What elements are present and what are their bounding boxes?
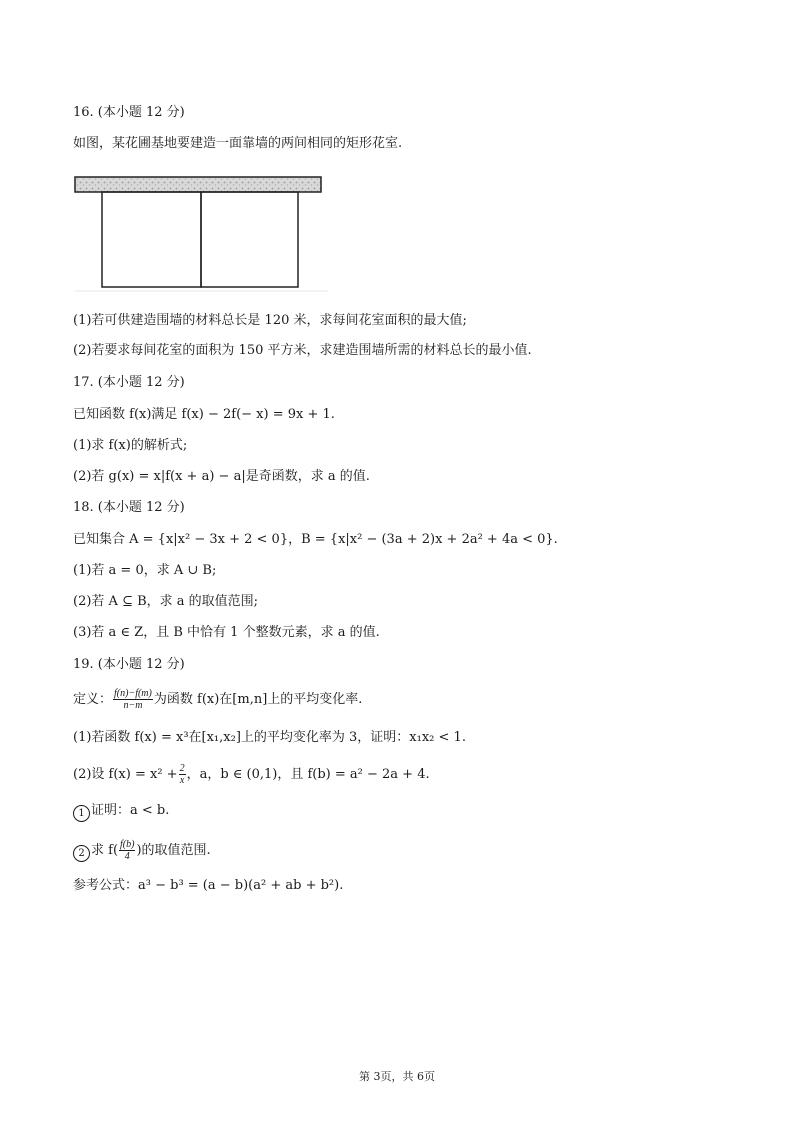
q19-s2-prefix: 求 f( — [91, 843, 119, 858]
wall — [75, 177, 321, 192]
q19-part2 — [73, 763, 430, 786]
two-over-x-fraction — [179, 763, 186, 786]
q17-intro: 已知函数 f(x)满足 f(x) − 2f(− x) = 9x + 1. — [73, 407, 335, 422]
q17-part1: (1)求 f(x)的解析式; — [73, 438, 188, 453]
right-room — [201, 192, 298, 287]
avg-rate-numerator: f(n)−f(m) — [114, 688, 152, 699]
q16-part2: (2)若要求每间花室的面积为 150 平方米，求建造围墙所需的材料总长的最小值. — [73, 343, 532, 358]
q19-definition — [73, 688, 362, 711]
q19-part1: (1)若函数 f(x) = x³在[x₁,x₂]上的平均变化率为 3，证明：x₁x₂ < 1. — [73, 730, 466, 745]
q18-part3: (3)若 a ∈ Z，且 B 中恰有 1 个整数元素，求 a 的值. — [73, 625, 380, 640]
q18-part1: (1)若 a = 0，求 A ∪ B; — [73, 563, 217, 578]
avg-rate-denominator: n−m — [123, 700, 143, 711]
q19-subpart1 — [73, 802, 169, 822]
q18-intro: 已知集合 A = {x|x² − 3x + 2 < 0}，B = {x|x² − (3a + 2)x + 2a² + 4a < 0}. — [73, 532, 558, 547]
q19-subpart2 — [73, 839, 211, 862]
q17-header: 17. (本小题 12 分) — [73, 375, 185, 390]
q19-def-prefix: 定义： — [73, 692, 113, 707]
q16-header: 16. (本小题 12 分) — [73, 105, 185, 120]
circled-1-marker: 1 — [73, 805, 90, 822]
q17-part2: (2)若 g(x) = x|f(x + a) − a|是奇函数，求 a 的值. — [73, 469, 370, 484]
q19-p2-suffix: ，a，b ∈ (0,1)，且 f(b) = a² − 2a + 4. — [186, 767, 430, 782]
q19-p2-prefix: (2)设 f(x) = x² + — [73, 767, 178, 782]
page-footer: 第 3页，共 6页 — [359, 1070, 435, 1083]
q18-part2: (2)若 A ⊆ B，求 a 的取值范围; — [73, 594, 259, 609]
q19-header: 19. (本小题 12 分) — [73, 657, 185, 672]
q16-part1: (1)若可供建造围墙的材料总长是 120 米，求每间花室面积的最大值; — [73, 313, 467, 328]
fb-over-4-fraction — [119, 839, 135, 862]
q19-s1-text: 证明：a < b. — [91, 803, 170, 818]
q16-intro: 如图，某花圃基地要建造一面靠墙的两间相同的矩形花室. — [73, 136, 403, 151]
avg-rate-fraction — [113, 688, 153, 711]
q19-def-suffix: 为函数 f(x)在[m,n]上的平均变化率. — [153, 692, 363, 707]
greenhouse-figure — [73, 175, 328, 295]
q18-header: 18. (本小题 12 分) — [73, 500, 185, 515]
reference-formula: 参考公式：a³ − b³ = (a − b)(a² + ab + b²). — [73, 878, 344, 893]
left-room — [102, 192, 201, 287]
fraction-numerator: f(b) — [120, 839, 135, 850]
fraction-denominator: x — [179, 775, 185, 786]
circled-2-marker: 2 — [73, 845, 90, 862]
fraction-denominator: 4 — [124, 851, 130, 862]
fraction-numerator: 2 — [179, 763, 185, 774]
q19-s2-suffix: )的取值范围. — [136, 843, 211, 858]
